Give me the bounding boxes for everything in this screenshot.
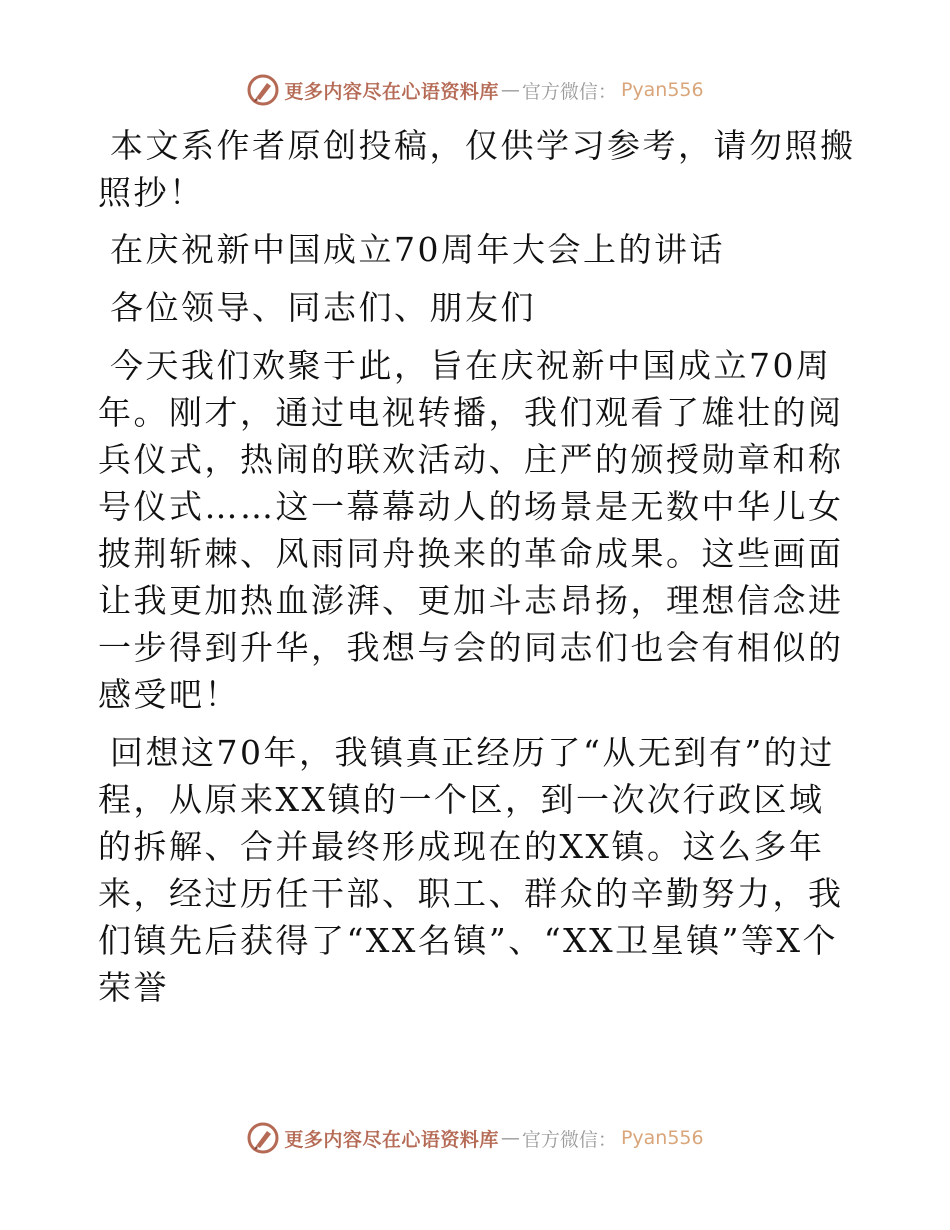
wechat-handle: Pyan556 xyxy=(620,79,704,101)
wechat-handle: Pyan556 xyxy=(620,1127,704,1149)
wechat-label: 官方微信： xyxy=(521,80,617,103)
disclaimer-paragraph: 本文系作者原创投稿，仅供学习参考，请勿照搬照抄！ xyxy=(98,126,856,212)
document-body xyxy=(98,122,858,1022)
banner-dash: — xyxy=(500,1127,520,1149)
pen-logo-icon xyxy=(246,73,280,107)
header-watermark xyxy=(0,70,950,110)
wechat-label: 官方微信： xyxy=(521,1128,617,1151)
site-name: 更多内容尽在心语资料库 xyxy=(284,1128,499,1151)
body-paragraph: 回想这70年，我镇真正经历了“从无到有”的过程，从原来XX镇的一个区，到一次次行政区域的拆解、合并最终形成现在的XX镇。这么多年来，经过历任干部、职工、群众的辛勤努力，我们镇先后获得了“XX名镇”、“XX卫星镇”等X个荣誉 xyxy=(98,733,844,1007)
body-paragraph: 今天我们欢聚于此，旨在庆祝新中国成立70周年。刚才，通过电视转播，我们观看了雄壮的阅兵仪式，热闹的联欢活动、庄严的颁授勋章和称号仪式……这一幕幕动人的场景是无数中华儿女披荆斩棘、风雨同舟换来的革命成果。这些画面让我更加热血澎湃、更加斗志昂扬，理想信念进一步得到升华，我想与会的同志们也会有相似的感受吧！ xyxy=(98,346,844,714)
salutation: 各位领导、同志们、朋友们 xyxy=(110,288,536,327)
speech-title: 在庆祝新中国成立70周年大会上的讲话 xyxy=(110,230,725,269)
footer-watermark xyxy=(0,1118,950,1158)
pen-logo-icon xyxy=(246,1121,280,1155)
site-name: 更多内容尽在心语资料库 xyxy=(284,80,499,103)
banner-dash: — xyxy=(500,79,520,101)
